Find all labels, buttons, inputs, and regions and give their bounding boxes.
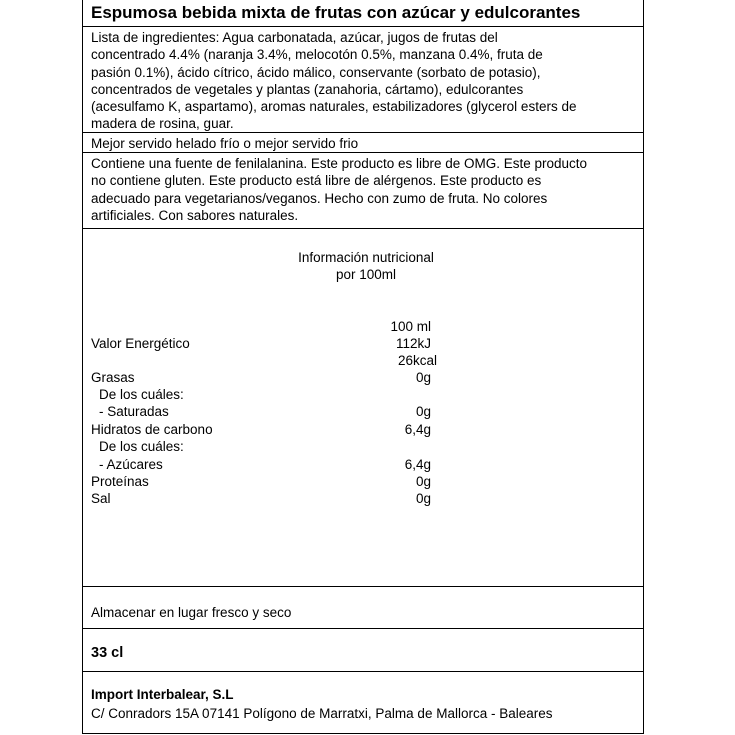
ingredients-line: pasión 0.1%), ácido cítrico, ácido málico, conservante (sorbato de potasio),: [91, 64, 541, 80]
nutrition-row: [91, 369, 431, 386]
divider: [83, 152, 643, 153]
info-line: no contiene gluten. Este producto está libre de alérgenos. Este producto es: [91, 173, 542, 189]
divider: [83, 628, 643, 629]
nutrient-value: 0g: [415, 404, 431, 419]
company-name: Import Interbalear, S.L: [91, 687, 234, 702]
nutrient-label: Proteínas: [91, 474, 149, 489]
nutrient-label: De los cuáles:: [99, 439, 184, 454]
nutrient-label: Hidratos de carbono: [91, 422, 213, 437]
nutrient-value: 6,4g: [404, 457, 431, 472]
nutrient-label: - Azúcares: [99, 457, 163, 472]
nutrition-row: [91, 403, 431, 420]
nutrient-label: Grasas: [91, 370, 135, 385]
nutrient-value: 112kJ: [395, 336, 431, 351]
nutrition-row: [91, 421, 431, 438]
company-address: C/ Conradors 15A 07141 Polígono de Marratxi, Palma de Mallorca - Baleares: [91, 706, 553, 722]
volume-text: 33 cl: [91, 645, 124, 661]
ingredients-line: concentrado 4.4% (naranja 3.4%, melocotón 0.5%, manzana 0.4%, fruta de: [91, 47, 543, 63]
divider: [83, 132, 643, 133]
nutrient-label: Valor Energético: [91, 336, 190, 351]
product-info: [91, 155, 639, 224]
ingredients-line: Lista de ingredientes: Agua carbonatada, azúcar, jugos de frutas del: [91, 30, 498, 45]
nutrient-value: 0g: [415, 491, 431, 506]
product-label: [82, 0, 644, 734]
column-header-text: 100 ml: [390, 319, 431, 334]
nutrient-value: 0g: [415, 474, 431, 489]
nutrition-row: [91, 456, 431, 473]
title-band: [83, 0, 643, 27]
storage-text: Almacenar en lugar fresco y seco: [91, 605, 292, 620]
nutrition-title: Información nutricional: [298, 250, 434, 265]
ingredients-line: (acesulfamo K, aspartamo), aromas naturales, estabilizadores (glycerol esters de: [91, 99, 577, 115]
info-line: Contiene una fuente de fenilalanina. Este producto es libre de OMG. Este producto: [91, 156, 588, 171]
nutrition-row: [91, 352, 437, 369]
storage-note: [91, 604, 639, 621]
ingredients-list: [91, 29, 639, 133]
nutrition-column-header: [91, 318, 431, 335]
volume: [91, 645, 639, 662]
ingredients-line: concentrados de vegetales y plantas (zanahoria, cártamo), edulcorantes: [91, 81, 524, 97]
divider: [83, 671, 643, 672]
nutrient-label: Sal: [91, 491, 111, 506]
nutrition-row: [91, 490, 431, 507]
serving-note: [91, 135, 639, 152]
nutrient-value: 0g: [415, 370, 431, 385]
nutrition-subtitle: por 100ml: [335, 267, 397, 283]
nutrient-label: De los cuáles:: [99, 387, 184, 402]
nutrition-row: [91, 386, 431, 403]
nutrient-label: - Saturadas: [99, 404, 169, 419]
nutrition-row: [91, 335, 431, 352]
divider: [83, 586, 643, 587]
info-line: adecuado para vegetarianos/veganos. Hecho con zumo de fruta. No colores: [91, 190, 548, 206]
nutrient-value: 26kcal: [397, 353, 437, 368]
serving-note-text: Mejor servido helado frío o mejor servido frio: [91, 136, 359, 151]
ingredients-line: madera de rosina, guar.: [91, 116, 234, 132]
nutrition-heading: [266, 249, 466, 284]
product-title: Espumosa bebida mixta de frutas con azúcar y edulcorantes: [91, 3, 581, 22]
nutrition-row: [91, 473, 431, 490]
nutrition-row: [91, 438, 431, 455]
info-line: artificiales. Con sabores naturales.: [91, 207, 299, 223]
divider: [83, 228, 643, 229]
nutrient-value: 6,4g: [404, 422, 431, 437]
company-info: [91, 686, 639, 723]
